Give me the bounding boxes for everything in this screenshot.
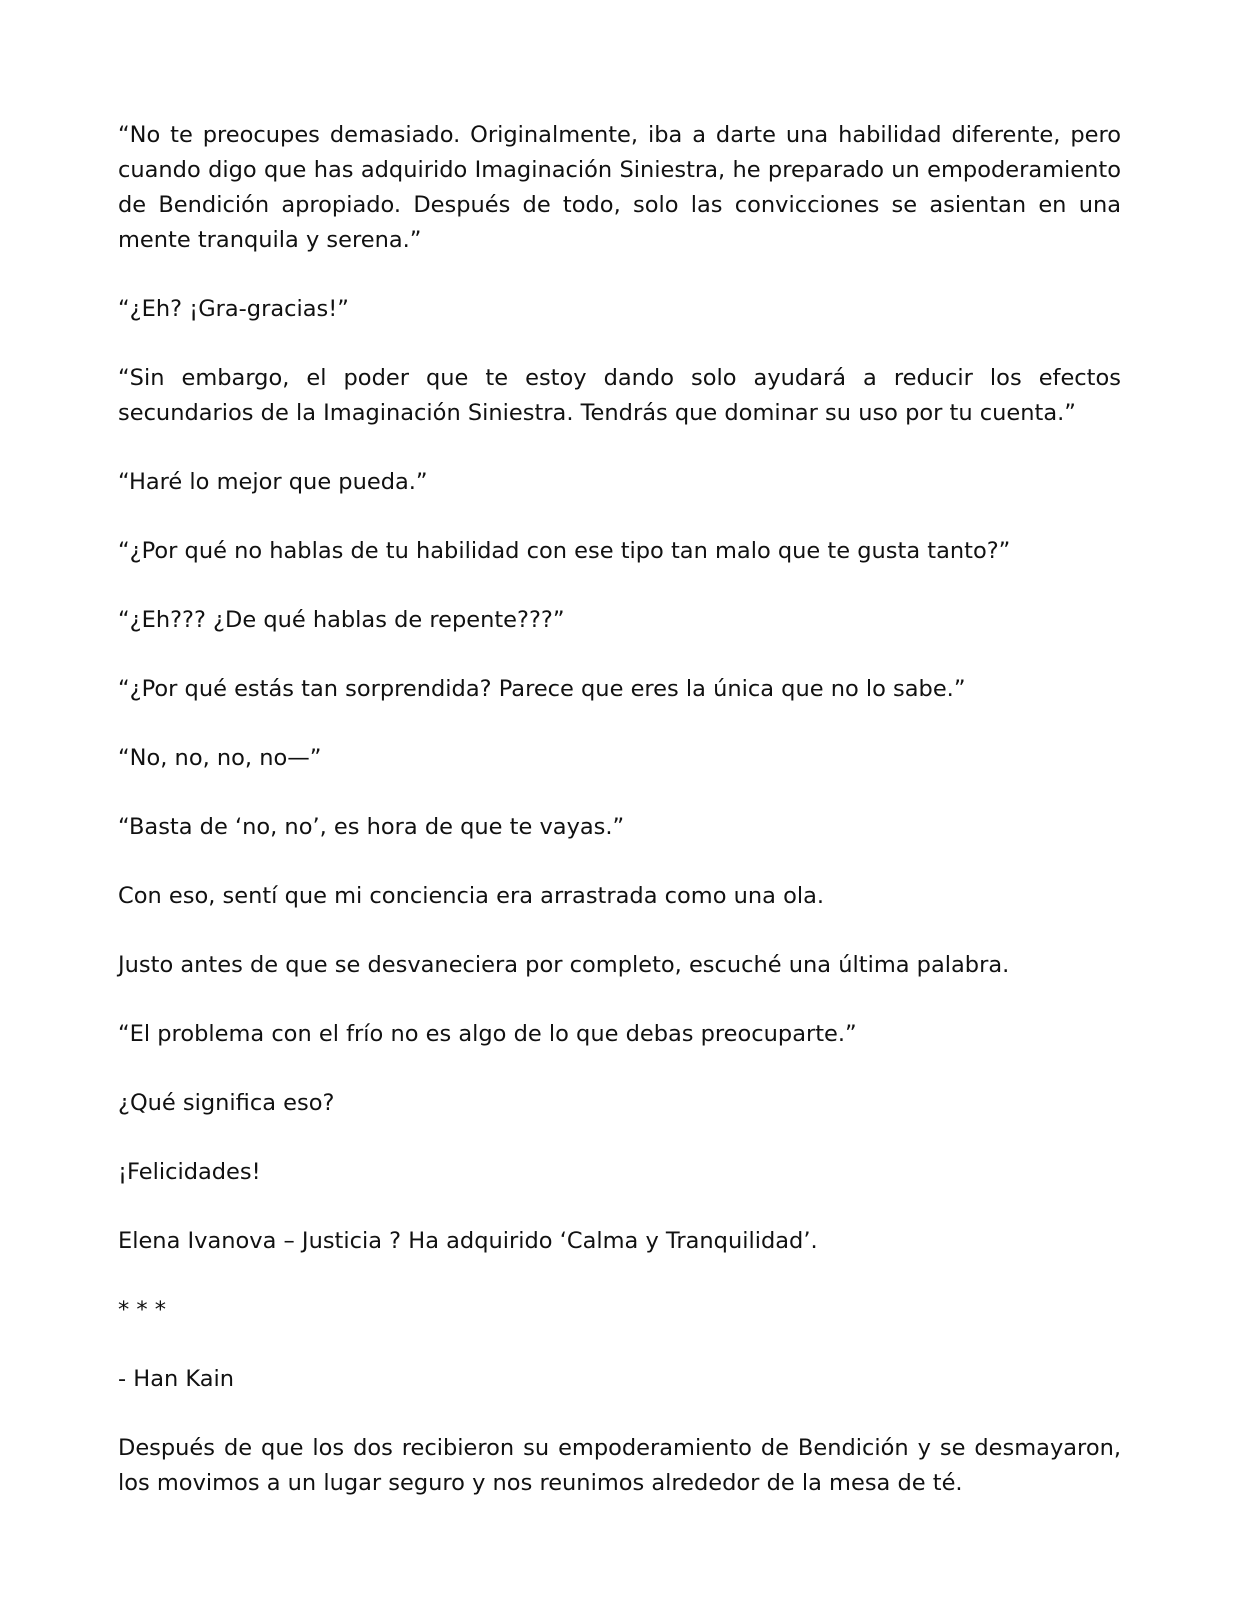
paragraph-2: “¿Eh? ¡Gra-gracias!” bbox=[118, 296, 349, 322]
paragraph-11: Justo antes de que se desvaneciera por completo, escuché una última palabra. bbox=[118, 952, 1010, 978]
paragraph-1: “No te preocupes demasiado. Originalmente, iba a darte una habilidad diferente, pero cuando digo que has adquirido Imaginación Siniestra, he preparado un empoderamiento de Bendición apropiado. Después de todo, solo las convicciones se asientan en una mente tranquila y serena.” bbox=[118, 122, 1121, 253]
paragraph-8: “No, no, no, no—” bbox=[118, 745, 322, 771]
paragraph-15: Elena Ivanova – Justicia ? Ha adquirido ‘Calma y Tranquilidad’. bbox=[118, 1228, 818, 1254]
paragraph-14: ¡Felicidades! bbox=[118, 1159, 261, 1185]
paragraph-4: “Haré lo mejor que pueda.” bbox=[118, 469, 428, 495]
paragraph-5: “¿Por qué no hablas de tu habilidad con ese tipo tan malo que te gusta tanto?” bbox=[118, 538, 1011, 564]
scene-break: * * * bbox=[118, 1297, 167, 1323]
paragraph-7: “¿Por qué estás tan sorprendida? Parece que eres la única que no lo sabe.” bbox=[118, 676, 966, 702]
paragraph-3: “Sin embargo, el poder que te estoy dando solo ayudará a reducir los efectos secundarios de la Imaginación Siniestra. Tendrás que dominar su uso por tu cuenta.” bbox=[118, 365, 1121, 426]
paragraph-18: Después de que los dos recibieron su empoderamiento de Bendición y se desmayaron, los movimos a un lugar seguro y nos reunimos alrededor de la mesa de té. bbox=[118, 1435, 1121, 1496]
paragraph-pov-heading: - Han Kain bbox=[118, 1366, 235, 1392]
paragraph-9: “Basta de ‘no, no’, es hora de que te vayas.” bbox=[118, 814, 625, 840]
paragraph-10: Con eso, sentí que mi conciencia era arrastrada como una ola. bbox=[118, 883, 825, 909]
paragraph-12: “El problema con el frío no es algo de lo que debas preocuparte.” bbox=[118, 1021, 857, 1047]
paragraph-6: “¿Eh??? ¿De qué hablas de repente???” bbox=[118, 607, 565, 633]
document-body bbox=[118, 118, 1121, 1535]
paragraph-13: ¿Qué significa eso? bbox=[118, 1090, 335, 1116]
